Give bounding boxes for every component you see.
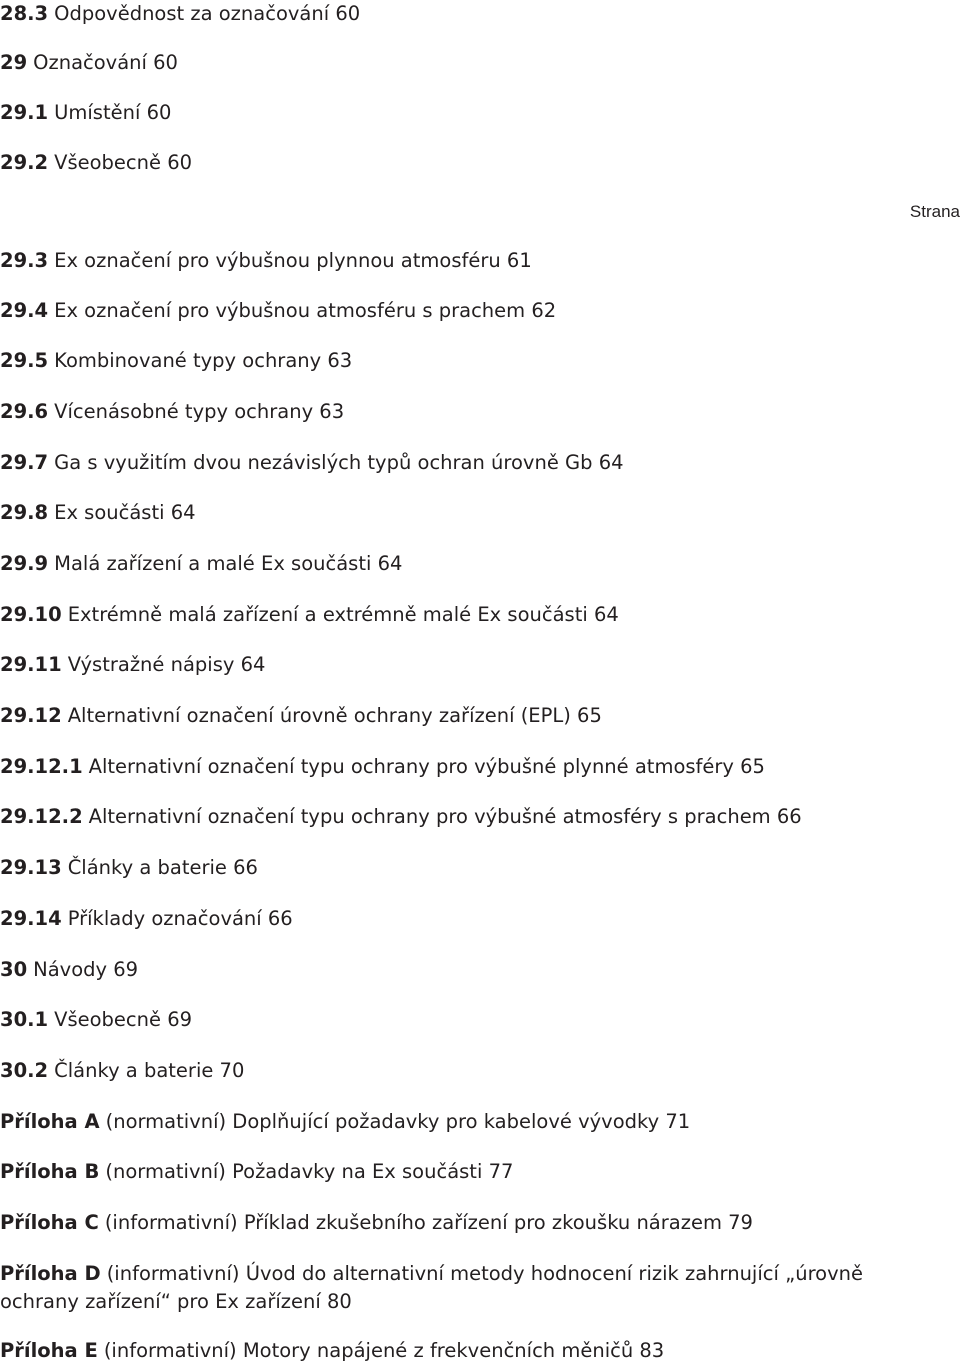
toc-number: 29.1 bbox=[0, 101, 49, 124]
toc-title: Všeobecně 69 bbox=[54, 1008, 193, 1031]
toc-entry-29-12-1 bbox=[0, 753, 930, 781]
toc-entry-29-12 bbox=[0, 702, 930, 730]
toc-title: (normativní) Požadavky na Ex součásti 77 bbox=[105, 1160, 514, 1183]
toc-number: 29.14 bbox=[0, 907, 62, 930]
toc-entry-annex-d bbox=[0, 1260, 930, 1316]
toc-title: Extrémně malá zařízení a extrémně malé Ex součásti 64 bbox=[67, 603, 619, 626]
toc-number: 29.9 bbox=[0, 552, 49, 575]
toc-title: Výstražné nápisy 64 bbox=[67, 653, 266, 676]
toc-entry-29-9 bbox=[0, 550, 930, 578]
toc-number: 28.3 bbox=[0, 2, 49, 25]
toc-title: Malá zařízení a malé Ex součásti 64 bbox=[54, 552, 403, 575]
toc-title: Příklady označování 66 bbox=[67, 907, 293, 930]
toc-title: Vícenásobné typy ochrany 63 bbox=[54, 400, 345, 423]
toc-title: Alternativní označení úrovně ochrany zařízení (EPL) 65 bbox=[67, 704, 602, 727]
toc-title: (informativní) Motory napájené z frekvenčních měničů 83 bbox=[103, 1339, 665, 1362]
toc-entry-29-14 bbox=[0, 905, 930, 933]
toc-title: Alternativní označení typu ochrany pro výbušné atmosféry s prachem 66 bbox=[88, 805, 802, 828]
toc-number: Příloha B bbox=[0, 1160, 100, 1183]
toc-number: 29.3 bbox=[0, 249, 49, 272]
toc-entry-annex-e bbox=[0, 1337, 930, 1365]
toc-number: 30.1 bbox=[0, 1008, 49, 1031]
toc-title: Alternativní označení typu ochrany pro výbušné plynné atmosféry 65 bbox=[88, 755, 765, 778]
toc-entry-28-3 bbox=[0, 0, 930, 28]
toc-entry-29 bbox=[0, 49, 930, 77]
toc-number: 29.5 bbox=[0, 349, 49, 372]
toc-entry-annex-b bbox=[0, 1158, 930, 1186]
toc-number: 29.2 bbox=[0, 151, 49, 174]
toc-title: Všeobecně 60 bbox=[54, 151, 193, 174]
toc-number: 29.13 bbox=[0, 856, 62, 879]
toc-title: (informativní) Úvod do alternativní metody hodnocení rizik zahrnující „úrovně ochrany zařízení“ pro Ex zařízení 80 bbox=[0, 1262, 863, 1313]
toc-entry-30-2 bbox=[0, 1057, 930, 1085]
toc-number: Příloha E bbox=[0, 1339, 98, 1362]
toc-number: 29.8 bbox=[0, 501, 49, 524]
page-column-label: Strana bbox=[909, 202, 960, 221]
toc-number: 29.10 bbox=[0, 603, 62, 626]
toc-entry-29-3 bbox=[0, 247, 930, 275]
toc-entry-29-5 bbox=[0, 347, 930, 375]
toc-number: 29.12.1 bbox=[0, 755, 83, 778]
toc-entry-29-12-2 bbox=[0, 803, 930, 831]
toc-entry-29-2 bbox=[0, 149, 930, 177]
toc-number: 29.4 bbox=[0, 299, 49, 322]
toc-entry-29-11 bbox=[0, 651, 930, 679]
toc-title: Ex součásti 64 bbox=[54, 501, 196, 524]
toc-title: Kombinované typy ochrany 63 bbox=[54, 349, 353, 372]
toc-title: Umístění 60 bbox=[54, 101, 172, 124]
toc-number: Příloha A bbox=[0, 1110, 100, 1133]
toc-number: Příloha D bbox=[0, 1262, 101, 1285]
toc-number: Příloha C bbox=[0, 1211, 99, 1234]
toc-entry-29-6 bbox=[0, 398, 930, 426]
toc-title: Články a baterie 66 bbox=[67, 856, 258, 879]
toc-title: (informativní) Příklad zkušebního zařízení pro zkoušku nárazem 79 bbox=[104, 1211, 753, 1234]
toc-number: 29.11 bbox=[0, 653, 62, 676]
toc-title: Označování 60 bbox=[33, 51, 178, 74]
toc-entry-29-4 bbox=[0, 297, 930, 325]
toc-entry-29-10 bbox=[0, 601, 930, 629]
toc-entry-29-13 bbox=[0, 854, 930, 882]
toc-number: 30.2 bbox=[0, 1059, 49, 1082]
toc-entry-30 bbox=[0, 956, 930, 984]
toc-number: 29.12 bbox=[0, 704, 62, 727]
toc-title: Odpovědnost za označování 60 bbox=[54, 2, 361, 25]
toc-number: 30 bbox=[0, 958, 28, 981]
toc-number: 29 bbox=[0, 51, 28, 74]
toc-number: 29.7 bbox=[0, 451, 49, 474]
toc-entry-annex-a bbox=[0, 1108, 930, 1136]
toc-title: Články a baterie 70 bbox=[54, 1059, 245, 1082]
toc-entry-29-8 bbox=[0, 499, 930, 527]
toc-title: Ex označení pro výbušnou atmosféru s prachem 62 bbox=[54, 299, 557, 322]
toc-title: (normativní) Doplňující požadavky pro kabelové vývodky 71 bbox=[105, 1110, 691, 1133]
toc-number: 29.12.2 bbox=[0, 805, 83, 828]
toc-entry-29-7 bbox=[0, 449, 930, 477]
toc-title: Ex označení pro výbušnou plynnou atmosféru 61 bbox=[54, 249, 532, 272]
toc-title: Návody 69 bbox=[33, 958, 139, 981]
toc-entry-30-1 bbox=[0, 1006, 930, 1034]
toc-number: 29.6 bbox=[0, 400, 49, 423]
toc-entry-annex-c bbox=[0, 1209, 930, 1237]
toc-title: Ga s využitím dvou nezávislých typů ochran úrovně Gb 64 bbox=[54, 451, 624, 474]
toc-entry-29-1 bbox=[0, 99, 930, 127]
